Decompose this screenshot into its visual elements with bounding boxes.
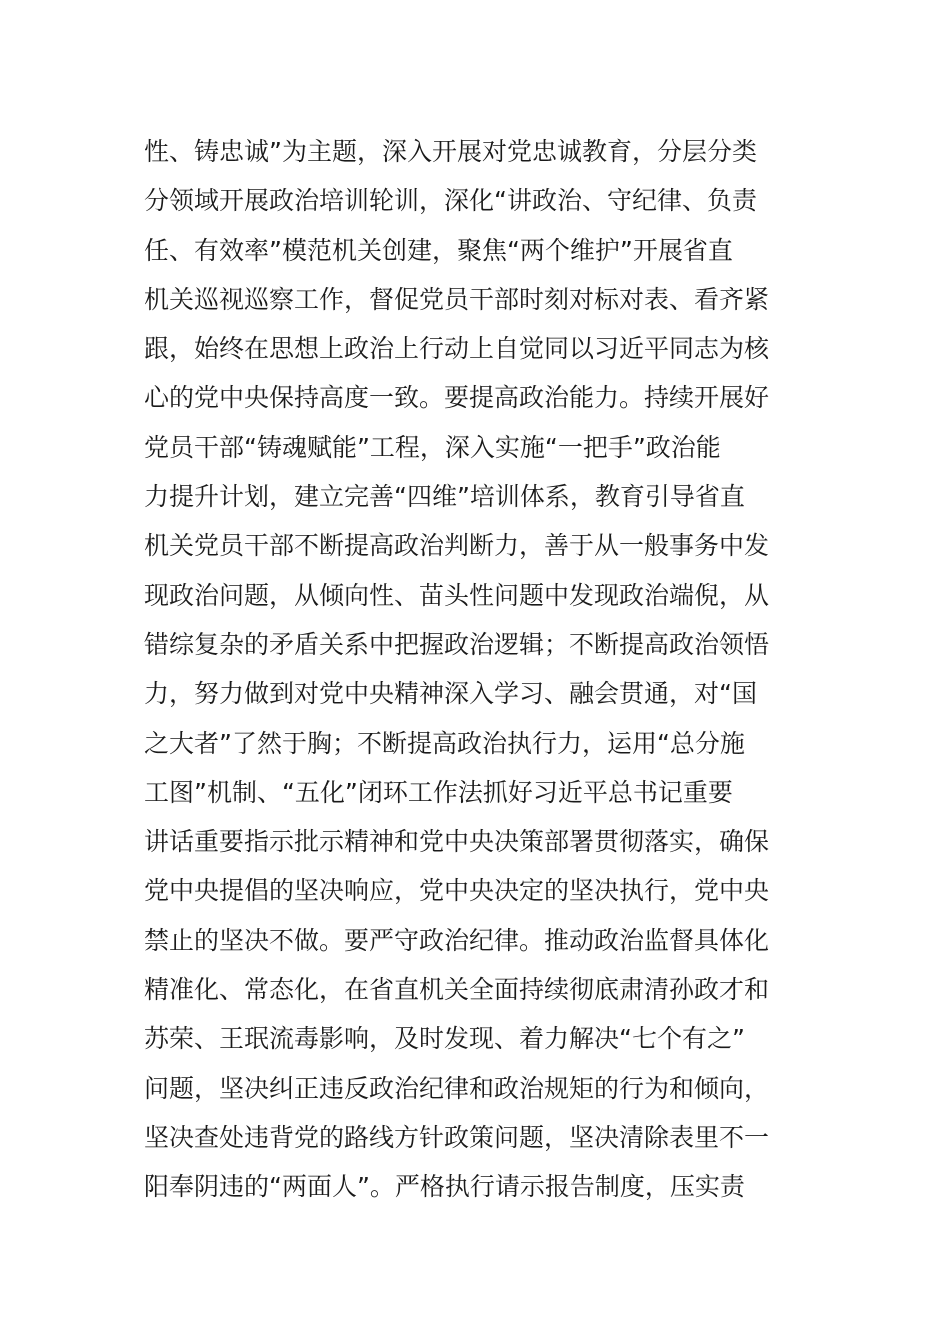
text-line: 分领域开展政治培训轮训，深化“讲政治、守纪律、负责 xyxy=(144,186,757,216)
body-paragraph xyxy=(144,127,824,1212)
text-line: 现政治问题，从倾向性、苗头性问题中发现政治端倪，从 xyxy=(144,580,770,610)
text-line: 问题，坚决纠正违反政治纪律和政治规矩的行为和倾向， xyxy=(144,1073,770,1103)
text-line: 精准化、常态化，在省直机关全面持续彻底肃清孙政才和 xyxy=(144,975,770,1005)
text-line: 坚决查处违背党的路线方针政策问题，坚决清除表里不一 xyxy=(144,1122,770,1152)
text-line: 党员干部“铸魂赋能”工程，深入实施“一把手”政治能 xyxy=(144,432,721,462)
text-line: 之大者”了然于胸；不断提高政治执行力，运用“总分施 xyxy=(144,728,745,758)
text-line: 苏荣、王珉流毒影响，及时发现、着力解决“七个有之” xyxy=(144,1024,745,1054)
text-line: 跟，始终在思想上政治上行动上自觉同以习近平同志为核 xyxy=(144,334,770,364)
text-line: 党中央提倡的坚决响应，党中央决定的坚决执行，党中央 xyxy=(144,876,770,906)
text-line: 心的党中央保持高度一致。要提高政治能力。持续开展好 xyxy=(144,383,770,413)
text-line: 讲话重要指示批示精神和党中央决策部署贯彻落实，确保 xyxy=(144,827,770,857)
text-line: 禁止的坚决不做。要严守政治纪律。推动政治监督具体化 xyxy=(144,925,770,955)
text-line: 任、有效率”模范机关创建，聚焦“两个维护”开展省直 xyxy=(144,235,733,265)
text-line: 机关巡视巡察工作，督促党员干部时刻对标对表、看齐紧 xyxy=(144,284,770,314)
text-line: 力提升计划，建立完善“四维”培训体系，教育引导省直 xyxy=(144,482,745,512)
text-line: 性、铸忠诚”为主题，深入开展对党忠诚教育，分层分类 xyxy=(144,137,757,166)
text-line: 工图”机制、“五化”闭环工作法抓好习近平总书记重要 xyxy=(144,777,733,807)
text-line: 错综复杂的矛盾关系中把握政治逻辑；不断提高政治领悟 xyxy=(144,629,770,659)
text-line: 阳奉阴违的“两面人”。严格执行请示报告制度，压实责 xyxy=(144,1172,745,1202)
text-line: 机关党员干部不断提高政治判断力，善于从一般事务中发 xyxy=(144,531,770,561)
text-line: 力，努力做到对党中央精神深入学习、融会贯通，对“国 xyxy=(144,679,757,709)
